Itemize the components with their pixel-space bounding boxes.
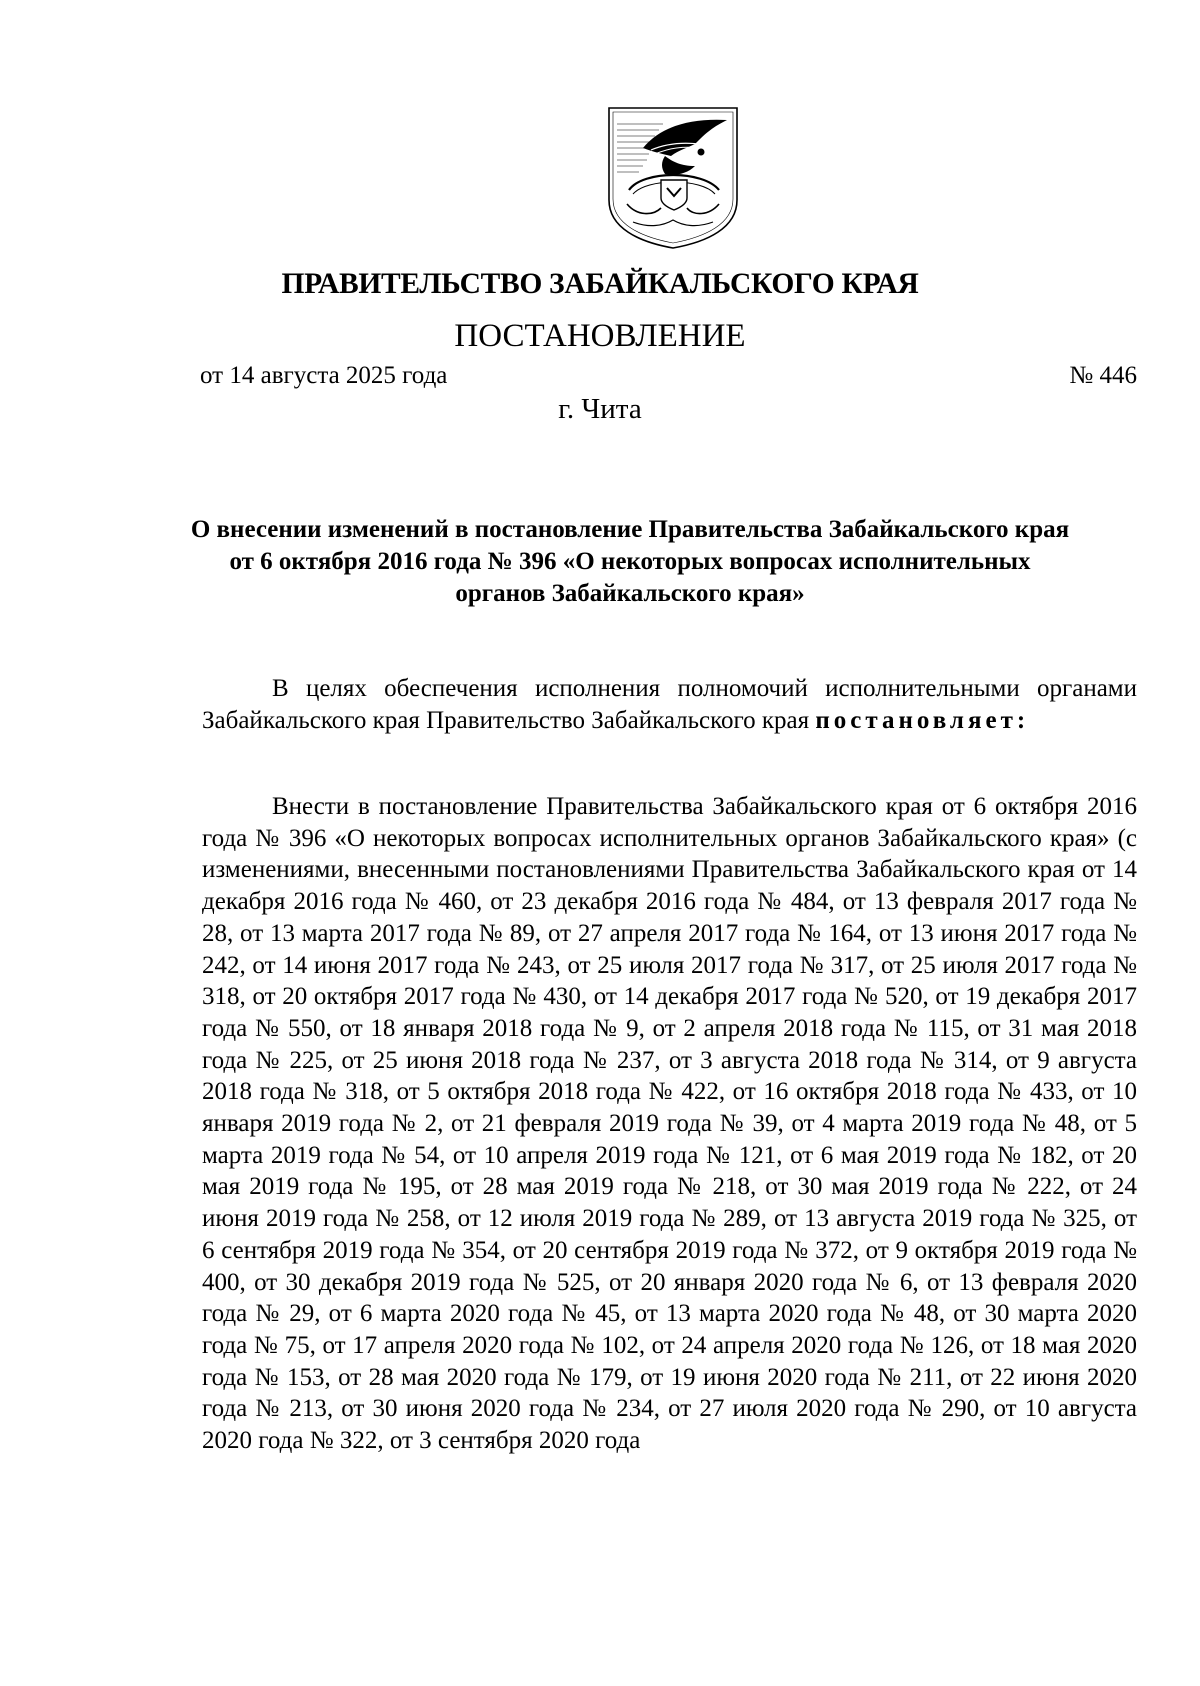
document-title: О внесении изменений в постановление Правительства Забайкальского края от 6 октября 2016 года № 396 «О некоторых вопросах исполнительных органов Забайкальского края» [190,516,1070,607]
document-date: от 14 августа 2025 года [200,362,448,389]
resolves-word: постановляет: [815,707,1030,734]
document-number: № 446 [1069,362,1137,389]
document-type: ПОСТАНОВЛЕНИЕ [454,318,746,354]
coat-of-arms-icon [603,104,743,250]
body-paragraph: Внести в постановление Правительства Забайкальского края от 6 октября 2016 года № 396 «О некоторых вопросах исполнительных органов Забайкальского края» (с изменениями, внесенными постановлениями Правительства Забайкальского края от 14 декабря 2016 года № 460, от 23 декабря 2016 года № 484, от 13 февраля 2017 года № 28, от 13 марта 2017 года № 89, от 27 апреля 2017 года № 164, от 13 июня 2017 года № 242, от 14 июня 2017 года № 243, от 25 июля 2017 года № 317, от 25 июля 2017 года № 318, от 20 октября 2017 года № 430, от 14 декабря 2017 года № 520, от 19 декабря 2017 года № 550, от 18 января 2018 года № 9, от 2 апреля 2018 года № 115, от 31 мая 2018 года № 225, от 25 июня 2018 года № 237, от 3 августа 2018 года № 314, от 9 августа 2018 года № 318, от 5 октября 2018 года № 422, от 16 октября 2018 года № 433, от 10 января 2019 года № 2, от 21 февраля 2019 года № 39, от 4 марта 2019 года № 48, от 5 марта 2019 года № 54, от 10 апреля 2019 года № 121, от 6 мая 2019 года № 182, от 20 мая 2019 года № 195, от 28 мая 2019 года № 218, от 30 мая 2019 года № 222, от 24 июня 2019 года № 258, от 12 июля 2019 года № 289, от 13 августа 2019 года № 325, от 6 сентября 2019 года № 354, от 20 сентября 2019 года № 372, от 9 октября 2019 года № 400, от 30 декабря 2019 года № 525, от 20 января 2020 года № 6, от 13 февраля 2020 года № 29, от 6 марта 2020 года № 45, от 13 марта 2020 года № 48, от 30 марта 2020 года № 75, от 17 апреля 2020 года № 102, от 24 апреля 2020 года № 126, от 18 мая 2020 года № 153, от 28 мая 2020 года № 179, от 19 июня 2020 года № 211, от 22 июня 2020 года № 213, от 30 июня 2020 года № 234, от 27 июля 2020 года № 290, от 10 августа 2020 года № 322, от 3 сентября 2020 года [202,793,1137,1455]
organization-title: ПРАВИТЕЛЬСТВО ЗАБАЙКАЛЬСКОГО КРАЯ [281,268,919,300]
preamble-paragraph [202,673,1137,737]
preamble-text: В целях обеспечения исполнения полномочий исполнительными органами Забайкальского края Правительство Забайкальского края [202,675,1137,734]
document-city: г. Чита [558,393,642,425]
